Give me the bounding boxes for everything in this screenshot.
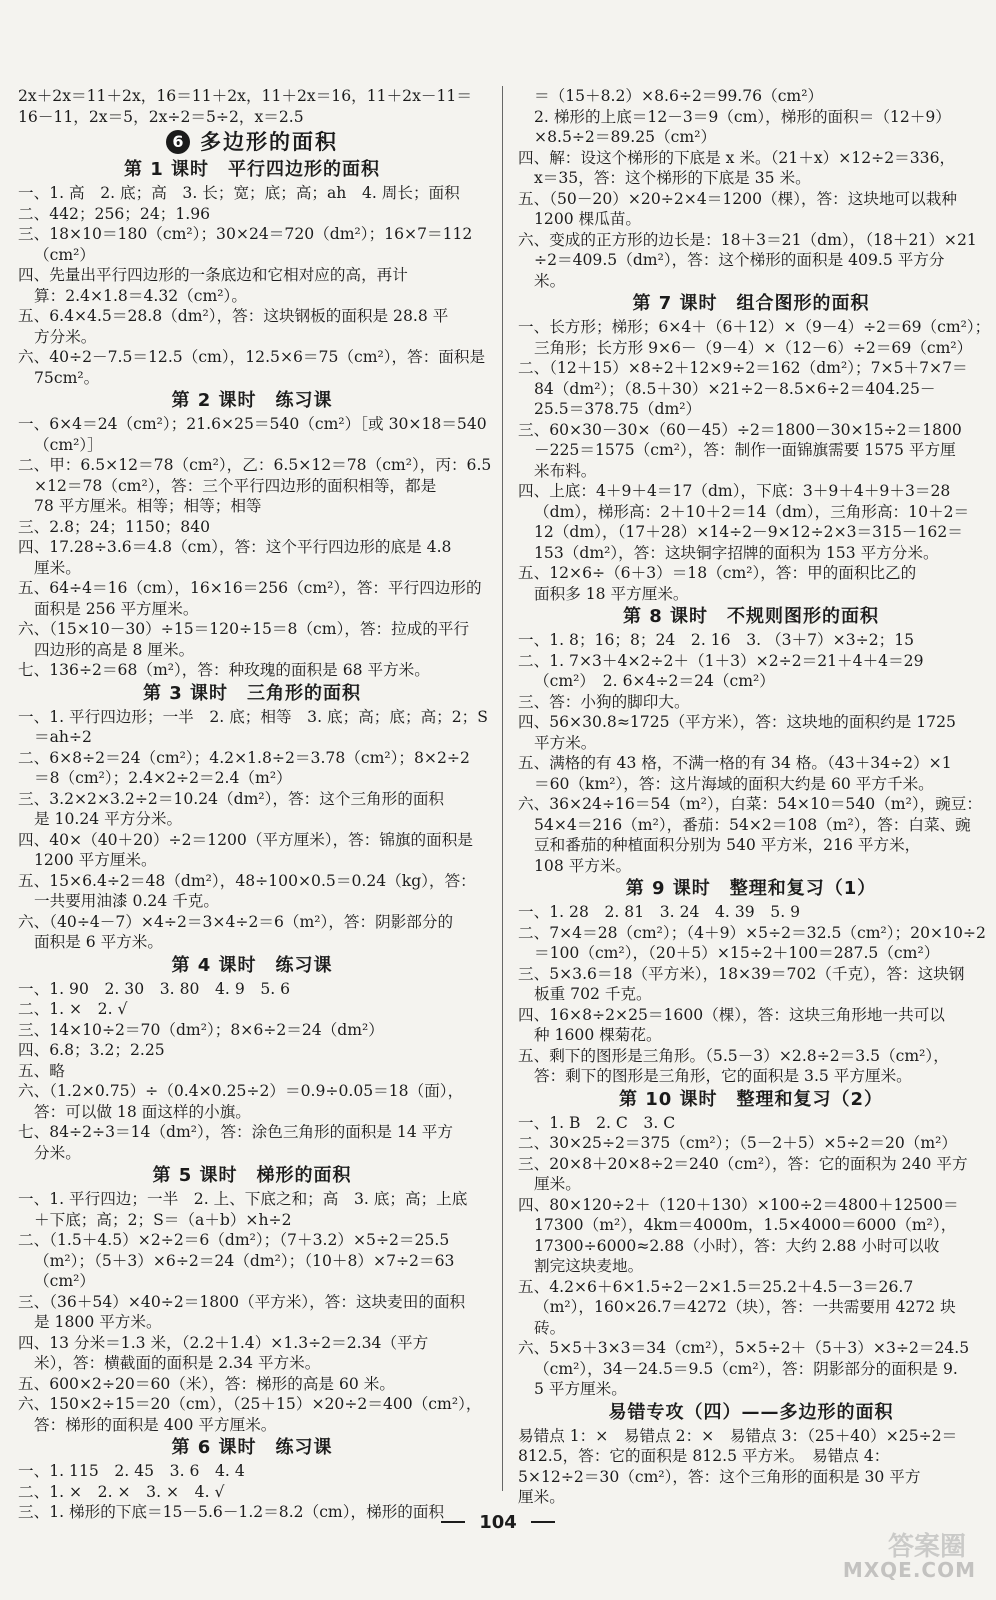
answer-line: 五、12×6÷（6＋3）＝18（cm²），答：甲的面积比乙的 (518, 564, 917, 582)
answer-line: 四、上底：4＋9＋4＝17（dm），下底：3＋9＋4＋9＋3＝28 (518, 482, 951, 500)
answer-line: 厘米。 (518, 1488, 565, 1506)
answer-line: 五、满格的有 43 格，不满一格的有 34 格。（43＋34÷2）×1 (518, 754, 952, 772)
answer-line: 四、40×（40＋20）÷2＝1200（平方厘米），答：锦旗的面积是 (18, 830, 473, 849)
answer-line: 答：剩下的图形是三角形，它的面积是 3.5 平方厘米。 (534, 1067, 912, 1085)
answer-line: ＝8（cm²）；2.4×2÷2＝2.4（m²） (34, 769, 292, 787)
answer-line: 面积是 6 平方米。 (34, 933, 163, 951)
answer-line: 五、剩下的图形是三角形。（5.5－3）×2.8÷2＝3.5（cm²）， (518, 1046, 949, 1065)
answer-line: 六、150×2÷15＝20（cm），（25＋15）×20÷2＝400（cm²）， (18, 1395, 482, 1413)
right-column (518, 86, 991, 1508)
answer-line: 1200 棵瓜苗。 (534, 210, 642, 228)
answer-line: 84（dm²）；（8.5＋30）×21÷2－8.5×6÷2＝404.25－ (534, 379, 936, 398)
answer-line: 四、解：设这个梯形的下底是 x 米。（21＋x）×12÷2＝336， (518, 148, 956, 167)
answer-line: ×8.5÷2＝89.25（cm²） (534, 128, 717, 146)
answer-line: 算：2.4×1.8＝4.32（cm²）。 (34, 286, 247, 305)
answer-line: 78 平方厘米。相等；相等；相等 (34, 497, 262, 515)
answer-line: 三、答：小狗的脚印大。 (518, 692, 690, 711)
answer-line: 三、14×10÷2＝70（dm²）；8×6÷2＝24（dm²） (18, 1020, 384, 1039)
answer-line: （cm²） (34, 245, 95, 264)
answer-line: 五、15×6.4÷2＝48（dm²），48÷100×0.5＝0.24（kg），答： (18, 871, 476, 890)
answer-line: 二、（1.5＋4.5）×2÷2＝6（dm²）；（7＋3.2）×5÷2＝25.5 (18, 1231, 450, 1249)
chapter-title (18, 127, 486, 157)
answer-line: 厘米。 (534, 1175, 581, 1193)
answer-line: 七、84÷2÷3＝14（dm²），答：涂色三角形的面积是 14 平方 (18, 1123, 453, 1141)
answer-line: 割完这块麦地。 (534, 1257, 644, 1275)
answer-line: 六、36×24÷16＝54（m²），白菜：54×10＝540（m²），豌豆： (518, 795, 982, 813)
answer-line: 三、60×30－30×（60－45）÷2＝1800－30×15÷2＝1800 (518, 420, 962, 439)
answer-line: 54×4＝216（m²），番茄：54×2＝108（m²），答：白菜、豌 (534, 815, 971, 834)
answer-line: 一、1. 8；16；8；24 2. 16 3. （3＋7）×3÷2；15 (518, 631, 915, 649)
answer-line: 答：梯形的面积是 400 平方厘米。 (34, 1415, 277, 1434)
answer-line: （dm），梯形高：2＋10＋2＝14（dm），三角形高：10＋2＝ (534, 502, 970, 521)
answer-line: 易错点 1：× 易错点 2：× 易错点 3：（25＋40）×25÷2＝ (518, 1426, 958, 1445)
answer-line: 812.5，答：它的面积是 812.5 平方米。 易错点 4： (518, 1447, 890, 1465)
answer-line: 四、6.8；3.2；2.25 (18, 1041, 165, 1059)
lesson-heading: 第 5 课时 梯形的面积 (152, 1165, 352, 1186)
answer-line: 二、7×4＝28（cm²）；（4＋9）×5÷2＝32.5（cm²）；20×10÷2 (518, 923, 986, 942)
lesson-heading: 第 3 课时 三角形的面积 (142, 682, 362, 704)
answer-line: 25.5＝378.75（dm²） (534, 400, 702, 418)
answer-line: 二、1. 7×3＋4×2÷2＋（1＋3）×2÷2＝21＋4＋4＝29 (518, 651, 924, 670)
answer-line: 答：可以做 18 面这样的小旗。 (34, 1102, 251, 1121)
answer-line: 四边形的高是 8 厘米。 (34, 640, 195, 659)
watermark-url-text: MXQE.COM (842, 1558, 976, 1582)
answer-line: 四、16×8÷2×25＝1600（棵），答：这块三角形地一共可以 (518, 1005, 945, 1024)
answer-line: 12（dm），（17＋28）×14÷2－9×12÷2×3＝315－162＝ (534, 523, 963, 541)
answer-line: 五、6.4×4.5＝28.8（dm²），答：这块钢板的面积是 28.8 平 (18, 307, 449, 325)
answer-line: x＝35，答：这个梯形的下底是 35 米。 (534, 169, 811, 187)
column-divider (502, 86, 503, 1491)
answer-line: 一、长方形；梯形；6×4＋（6＋12）×（9－4）÷2＝69（cm²）； (518, 318, 991, 336)
answer-line: 七、136÷2＝68（m²），答：种玫瑰的面积是 68 平方米。 (18, 661, 430, 679)
answer-line: （m²），160×26.7＝4272（块），答：一共需要用 4272 块 (534, 1298, 956, 1316)
answer-line: 四、56×30.8≈1725（平方米），答：这块地的面积约是 1725 (518, 713, 956, 731)
answer-line: 平方米。 (534, 733, 597, 752)
answer-line: 六、变成的正方形的边长是：18＋3＝21（dm），（18＋21）×21 (518, 230, 977, 249)
answer-line: 17300（m²），4km＝4000m，1.5×4000＝6000（m²）， (534, 1216, 957, 1234)
answer-line: 四、先量出平行四边形的一条底边和它相对应的高，再计 (18, 266, 408, 284)
answer-line: 一、1. 平行四边形；一半 2. 底；相等 3. 底；高；底；高；2；S (18, 707, 488, 726)
answer-line: 2. 梯形的上底＝12－3＝9（cm），梯形的面积＝（12＋9） (534, 107, 951, 126)
answer-line: 一、1. 平行四边；一半 2. 上、下底之和；高 3. 底；高；上底 (18, 1190, 468, 1208)
answer-line: （cm²），34－24.5＝9.5（cm²），答：阴影部分的面积是 9. (534, 1359, 958, 1378)
answer-line: 是 10.24 平方分米。 (34, 810, 183, 828)
answer-line: 分米。 (34, 1143, 81, 1162)
answer-line: 三、20×8＋20×8÷2＝240（cm²），答：它的面积为 240 平方 (518, 1154, 968, 1173)
answer-line: 面积多 18 平方厘米。 (534, 584, 689, 603)
answer-line: 一、1. 高 2. 底；高 3. 长；宽；底；高；ah 4. 周长；面积 (18, 184, 460, 202)
answer-line: ＝60（km²），答：这片海域的面积大约是 60 平方千米。 (534, 774, 934, 793)
answer-line: 二、30×25÷2＝375（cm²）；（5－2＋5）×5÷2＝20（m²） (518, 1134, 958, 1152)
answer-line: 2x＋2x＝11＋2x，16＝11＋2x，11＋2x＝16，11＋2x－11＝ (18, 87, 472, 105)
lesson-heading: 第 8 课时 不规则图形的面积 (622, 606, 880, 627)
answer-line: （cm²） 2. 6×4÷2＝24（cm²） (534, 672, 775, 690)
answer-line: 二、（12＋15）×8÷2＋12×9÷2＝162（dm²）；7×5＋7×7＝ (518, 359, 968, 377)
answer-line: 米），答：横截面的面积是 2.34 平方米。 (34, 1354, 321, 1372)
answer-line: 二、6×8÷2＝24（cm²）；4.2×1.8÷2＝3.78（cm²）；8×2÷2 (18, 748, 470, 767)
answer-line: 厘米。 (34, 558, 81, 577)
watermark-logo (826, 1526, 976, 1582)
answer-line: 五、600×2÷20＝60（米），答：梯形的高是 60 米。 (18, 1374, 395, 1393)
answer-line: 五、（50－20）×20÷2×4＝1200（棵），答：这块地可以栽种 (518, 189, 957, 208)
answer-line: 三、（36＋54）×40÷2＝1800（平方米），答：这块麦田的面积 (18, 1292, 466, 1311)
answer-line: 六、40÷2－7.5＝12.5（cm），12.5×6＝75（cm²），答：面积是 (18, 348, 486, 366)
answer-line: 五、4.2×6＋6×1.5÷2－2×1.5＝25.2＋4.5－3＝26.7 (518, 1277, 914, 1296)
lesson-heading: 第 6 课时 练习课 (171, 1437, 333, 1458)
answer-line: 二、1. × 2. × 3. × 4. √ (18, 1482, 225, 1501)
answer-line: 75cm²。 (34, 368, 100, 387)
answer-line: 六、（1.2×0.75）÷（0.4×0.25÷2）＝0.9÷0.05＝18（面）， (18, 1082, 464, 1100)
answer-line: （cm²）］ (34, 435, 103, 454)
lesson-heading: 第 10 课时 整理和复习（2） (618, 1088, 884, 1110)
answer-line: 三、18×10＝180（cm²）；30×24＝720（dm²）；16×7＝112 (18, 225, 473, 243)
answer-line: ＝ah÷2 (34, 728, 92, 746)
answer-line: ×12＝78（cm²），答：三个平行四边形的面积相等，都是 (34, 476, 437, 495)
answer-line: 一、1. 28 2. 81 3. 24 4. 39 5. 9 (518, 903, 801, 921)
answer-line: －225＝1575（cm²），答：制作一面锦旗需要 1575 平方厘 (534, 441, 956, 459)
lesson-heading: 第 9 课时 整理和复习（1） (625, 878, 877, 899)
lesson-heading: 第 7 课时 组合图形的面积 (632, 293, 870, 314)
answer-line: 一、1. B 2. C 3. C (518, 1113, 676, 1132)
answer-line: 一、6×4＝24（cm²）；21.6×25＝540（cm²）［或 30×18＝540 (18, 415, 487, 433)
answer-line: 三、1. 梯形的下底＝15－5.6－1.2＝8.2（cm），梯形的面积 (18, 1503, 445, 1521)
answer-line: 是 1800 平方米。 (34, 1313, 162, 1331)
footer-dash-right (531, 1521, 555, 1523)
answer-line: 面积是 256 平方厘米。 (34, 599, 199, 618)
answer-line: 方分米。 (34, 327, 97, 346)
answer-line: 米。 (534, 271, 566, 290)
answer-line: 三角形；长方形 9×6－（9－4）×（12－6）÷2＝69（cm²） (534, 338, 973, 357)
lesson-heading: 第 4 课时 练习课 (171, 954, 333, 976)
watermark-top-text: 答案圈 (887, 1532, 966, 1562)
answer-line: 二、442；256；24；1.96 (18, 204, 211, 223)
left-column (18, 86, 492, 1523)
answer-line: 米布料。 (534, 461, 597, 480)
answer-line: 六、（40÷4－7）×4÷2＝3×4÷2＝6（m²），答：阴影部分的 (18, 912, 454, 931)
answer-line: 板重 702 千克。 (534, 985, 652, 1003)
answer-line: 108 平方米。 (534, 856, 632, 875)
footer-dash-left (441, 1521, 465, 1523)
answer-line: （cm²） (34, 1272, 95, 1290)
answer-line: 三、5×3.6＝18（平方米），18×39＝702（千克），答：这块钢 (518, 964, 965, 983)
answer-line: ＋下底；高；2；S＝（a＋b）×h÷2 (34, 1210, 292, 1229)
answer-line: 砖。 (534, 1318, 566, 1337)
answer-line: 四、80×120÷2＋（120＋130）×100÷2＝4800＋12500＝ (518, 1195, 959, 1214)
chapter-title-text: 多边形的面积 (200, 130, 338, 154)
answer-line: 153（dm²），答：这块铜字招牌的面积为 153 平方分米。 (534, 543, 939, 562)
answer-line: 一、1. 90 2. 30 3. 80 4. 9 5. 6 (18, 979, 291, 998)
answer-line: ＝（15＋8.2）×8.6÷2＝99.76（cm²） (534, 87, 824, 105)
chapter-number-badge: 6 (166, 130, 190, 154)
answer-line: 三、2.8；24；1150；840 (18, 517, 211, 536)
answer-line: 17300÷6000≈2.88（小时），答：大约 2.88 小时可以收 (534, 1236, 940, 1255)
lesson-heading: 第 2 课时 练习课 (171, 390, 333, 411)
answer-line: 四、17.28÷3.6＝4.8（cm），答：这个平行四边形的底是 4.8 (18, 538, 452, 556)
answer-line: 二、1. × 2. √ (18, 1000, 128, 1018)
answer-line: 一共要用油漆 0.24 千克。 (34, 892, 219, 910)
answer-line: 种 1600 棵菊花。 (534, 1026, 662, 1044)
answer-line: 5×12÷2＝30（cm²），答：这个三角形的面积是 30 平方 (518, 1467, 921, 1486)
answer-line: 六、5×5＋3×3＝34（cm²），5×5÷2＋（5＋3）×3÷2＝24.5 (518, 1339, 970, 1357)
answer-line: 六、（15×10－30）÷15＝120÷15＝8（cm），答：拉成的平行 (18, 620, 470, 638)
answer-line: 5 平方厘米。 (534, 1380, 627, 1398)
answer-line: 一、1. 115 2. 45 3. 6 4. 4 (18, 1462, 245, 1480)
answer-line: 五、64÷4＝16（cm），16×16＝256（cm²），答：平行四边形的 (18, 579, 482, 597)
lesson-heading: 易错专攻（四）——多边形的面积 (608, 1401, 894, 1423)
answer-line: 五、略 (18, 1061, 65, 1080)
answer-line: 三、3.2×2×3.2÷2＝10.24（dm²），答：这个三角形的面积 (18, 789, 445, 808)
page-number: 104 (479, 1512, 517, 1533)
answer-line: 16－11，2x＝5，2x÷2＝5÷2，x＝2.5 (18, 107, 304, 126)
answer-line: 二、甲：6.5×12＝78（cm²），乙：6.5×12＝78（cm²），丙：6.5 (18, 456, 492, 474)
answer-line: 四、13 分米＝1.3 米，（2.2＋1.4）×1.3÷2＝2.34（平方 (18, 1333, 429, 1352)
lesson-heading: 第 1 课时 平行四边形的面积 (123, 159, 381, 180)
answer-line: （m²）；（5＋3）×6÷2＝24（dm²）；（10＋8）×7÷2＝63 (34, 1251, 455, 1270)
answer-line: 1200 平方厘米。 (34, 851, 157, 869)
answer-line: ÷2＝409.5（dm²），答：这个梯形的面积是 409.5 平方分 (534, 251, 945, 269)
answer-line: 豆和番茄的种植面积分别为 540 平方米，216 平方米， (534, 836, 921, 854)
answer-line: ＝100（cm²），（20＋5）×15÷2＋100＝287.5（cm²） (534, 944, 940, 962)
